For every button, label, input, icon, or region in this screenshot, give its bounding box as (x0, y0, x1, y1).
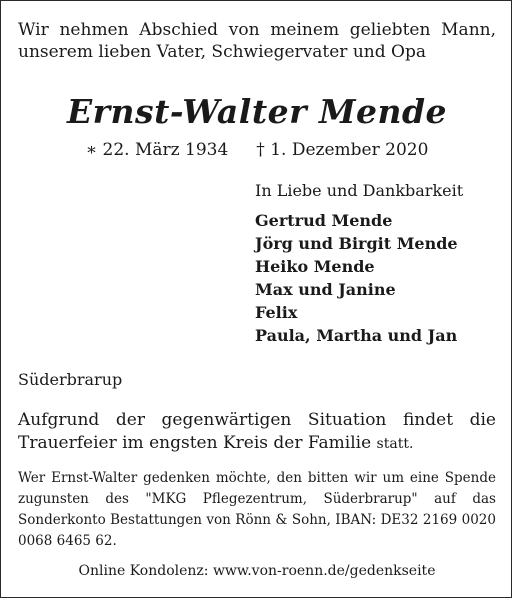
life-dates (0, 140, 514, 160)
donation-text: Wer Ernst-Walter gedenken möchte, den bitten wir um eine Spende zugunsten des "MKG Pflegezentrum, Süderbrarup" auf das Sonderkonto Bestattungen von Rönn & Sohn, IBAN: DE32 2169 0020 0068 6465 62. (18, 470, 496, 549)
funeral-notice-main: Aufgrund der gegenwärtigen Situation findet die Trauerfeier im engsten Kreis der Familie (18, 410, 496, 453)
death-date: † 1. Dezember 2020 (256, 140, 429, 160)
funeral-notice-end: statt. (376, 436, 414, 452)
place-name: Süderbrarup (18, 370, 123, 389)
thanks-line: In Liebe und Dankbarkeit (255, 181, 464, 200)
mourners-list (255, 209, 458, 347)
online-condolence: Online Kondolenz: www.von-roenn.de/gedenkseite (78, 563, 436, 579)
mourner: Gertrud Mende (255, 211, 393, 230)
intro-text: Wir nehmen Abschied von meinem geliebten Mann, unserem lieben Vater, Schwiegervater und Opa (18, 20, 496, 62)
mourner: Heiko Mende (255, 257, 375, 276)
birth-date: ∗ 22. März 1934 (85, 140, 229, 160)
mourner: Felix (255, 303, 298, 322)
funeral-notice (18, 409, 496, 456)
mourner: Paula, Martha und Jan (255, 326, 458, 345)
mourner: Jörg und Birgit Mende (255, 234, 458, 253)
deceased-name: Ernst-Walter Mende (66, 92, 448, 131)
mourner: Max und Janine (255, 280, 396, 299)
